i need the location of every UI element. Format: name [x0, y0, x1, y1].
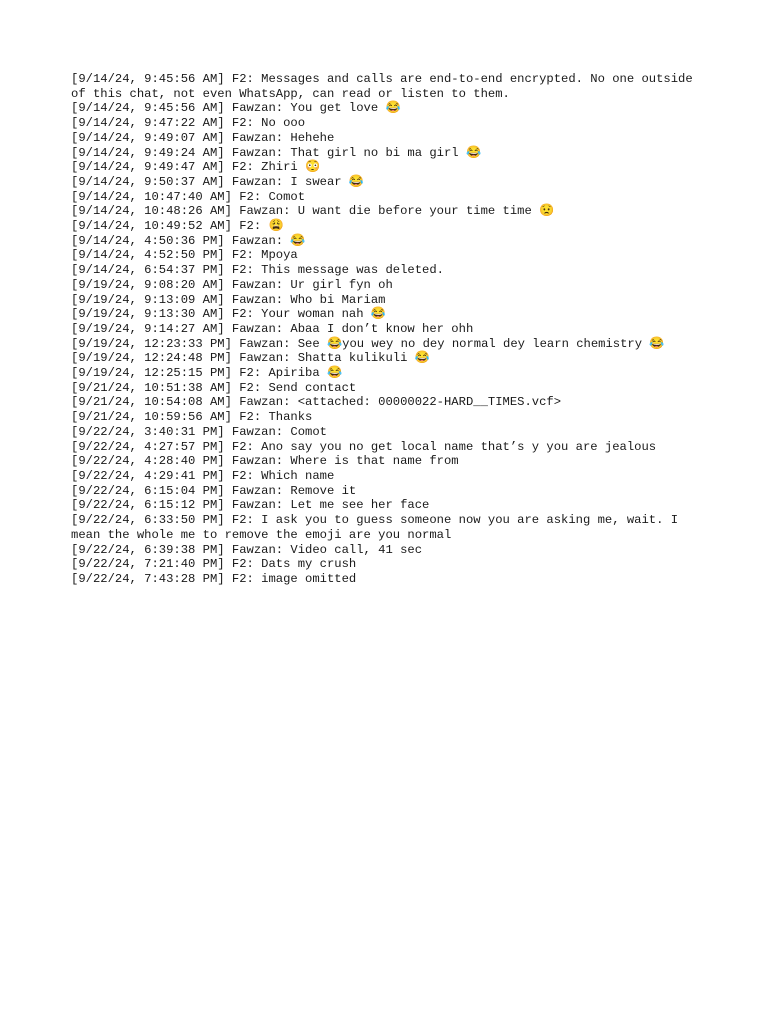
chat-message-line: [9/19/24, 12:23:33 PM] Fawzan: See 😂you wey no dey normal dey learn chemistry 😂: [71, 336, 665, 351]
chat-message-line: [9/22/24, 4:29:41 PM] F2: Which name: [71, 468, 335, 483]
chat-message-line: [9/14/24, 4:52:50 PM] F2: Mpoya: [71, 248, 298, 263]
chat-message-line: [9/22/24, 7:21:40 PM] F2: Dats my crush: [71, 557, 357, 572]
chat-message-line: [9/22/24, 4:27:57 PM] F2: Ano say you no get local name that’s y you are jealous: [71, 439, 657, 454]
chat-message-line: [9/19/24, 12:24:48 PM] Fawzan: Shatta kulikuli 😂: [71, 351, 430, 366]
chat-message-line: [9/22/24, 4:28:40 PM] Fawzan: Where is that name from: [71, 454, 459, 469]
chat-message-line: [9/14/24, 4:50:36 PM] Fawzan: 😂: [71, 233, 306, 248]
chat-message-line: [9/14/24, 9:45:56 AM] Fawzan: You get love 😂: [71, 101, 401, 116]
chat-message-line: [9/14/24, 9:47:22 AM] F2: No ooo: [71, 116, 306, 131]
chat-message-line: [9/19/24, 12:25:15 PM] F2: Apiriba 😂: [71, 366, 343, 381]
chat-message-line: [9/14/24, 10:48:26 AM] Fawzan: U want die before your time time 😟: [71, 204, 555, 219]
chat-transcript: [71, 72, 701, 587]
chat-message-line: [9/14/24, 9:49:47 AM] F2: Zhiri 😳: [71, 160, 321, 175]
chat-message-line: [9/21/24, 10:54:08 AM] Fawzan: <attached: 00000022-HARD__TIMES.vcf>: [71, 395, 562, 410]
chat-message-line: [9/14/24, 9:50:37 AM] Fawzan: I swear 😂: [71, 174, 365, 189]
chat-message-line: [9/19/24, 9:08:20 AM] Fawzan: Ur girl fyn oh: [71, 277, 393, 292]
chat-message-line: [9/14/24, 9:49:24 AM] Fawzan: That girl no bi ma girl 😂: [71, 145, 482, 160]
chat-message-line: [9/22/24, 3:40:31 PM] Fawzan: Comot: [71, 424, 327, 439]
chat-message-line: [9/22/24, 6:15:04 PM] Fawzan: Remove it: [71, 483, 357, 498]
chat-message-line: [9/14/24, 9:45:56 AM] F2: Messages and calls are end-to-end encrypted. No one outside of this chat, not even WhatsApp, can read or listen to them.: [71, 72, 700, 101]
chat-message-line: [9/14/24, 9:49:07 AM] Fawzan: Hehehe: [71, 130, 335, 145]
chat-message-line: [9/14/24, 10:49:52 AM] F2: 😩: [71, 219, 284, 234]
chat-message-line: [9/22/24, 6:39:38 PM] Fawzan: Video call, 41 sec: [71, 542, 423, 557]
chat-message-line: [9/19/24, 9:14:27 AM] Fawzan: Abaa I don’t know her ohh: [71, 321, 474, 336]
chat-message-line: [9/21/24, 10:51:38 AM] F2: Send contact: [71, 380, 357, 395]
chat-message-line: [9/14/24, 10:47:40 AM] F2: Comot: [71, 189, 306, 204]
chat-message-line: [9/19/24, 9:13:09 AM] Fawzan: Who bi Mariam: [71, 292, 386, 307]
chat-message-line: [9/22/24, 6:15:12 PM] Fawzan: Let me see her face: [71, 498, 430, 513]
chat-message-line: [9/22/24, 6:33:50 PM] F2: I ask you to guess someone now you are asking me, wait. I mean the whole me to remove the emoji are you normal: [71, 513, 686, 542]
chat-message-line: [9/14/24, 6:54:37 PM] F2: This message was deleted.: [71, 263, 444, 278]
chat-message-line: [9/21/24, 10:59:56 AM] F2: Thanks: [71, 410, 313, 425]
chat-message-line: [9/22/24, 7:43:28 PM] F2: image omitted: [71, 571, 357, 586]
chat-message-line: [9/19/24, 9:13:30 AM] F2: Your woman nah 😂: [71, 307, 387, 322]
